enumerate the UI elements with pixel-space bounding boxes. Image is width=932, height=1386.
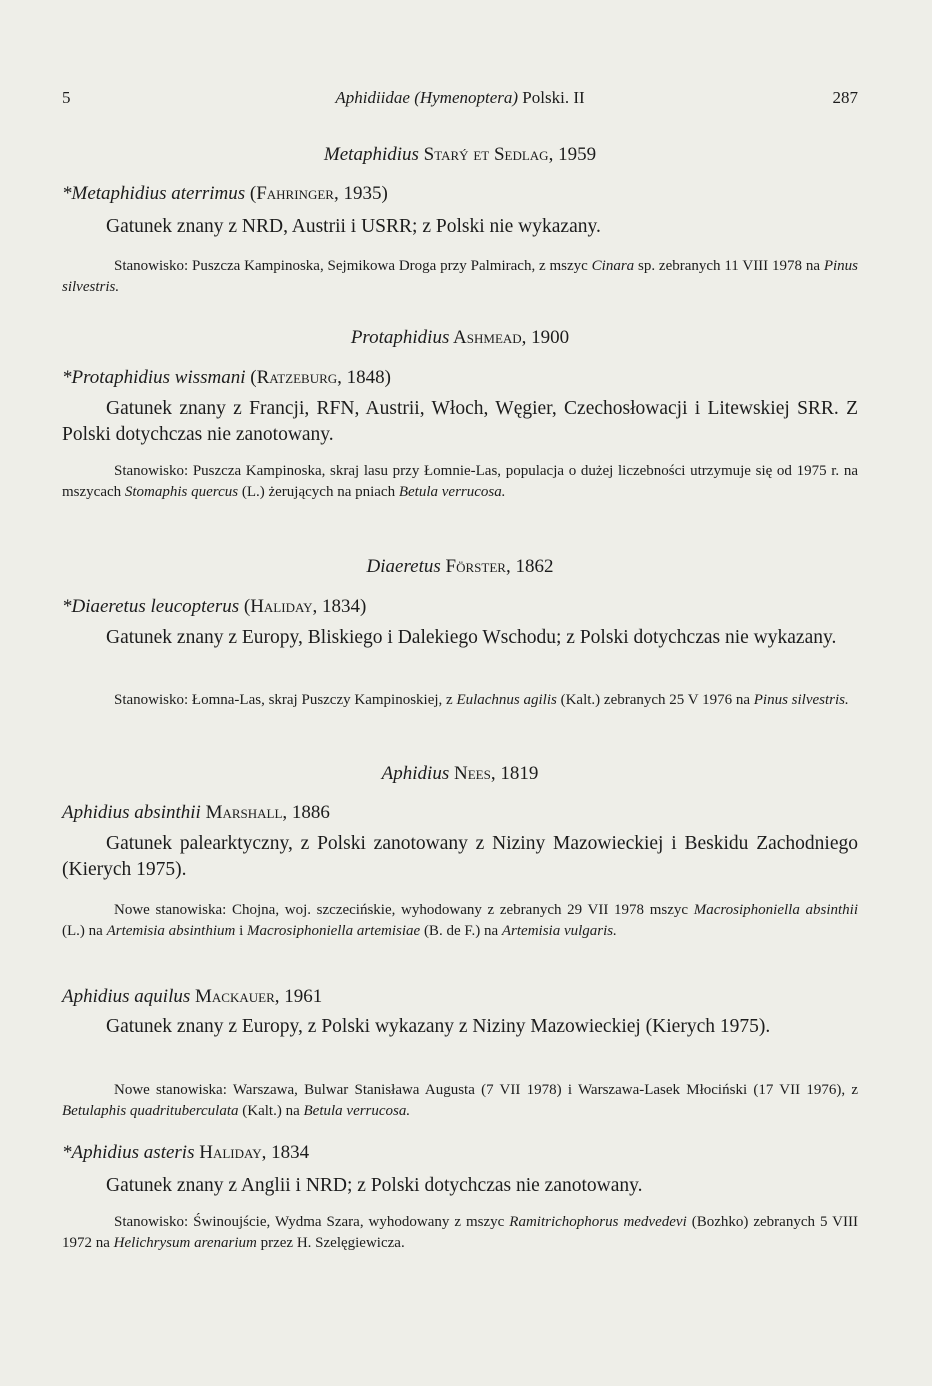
species-heading-asteris — [62, 1142, 858, 1164]
note-italic: Betulaphis quadrituberculata — [62, 1103, 239, 1119]
species-author: (Ratzeburg, 1848) — [245, 367, 391, 388]
note-text — [62, 1080, 858, 1122]
species-name: *Aphidius asteris — [62, 1142, 195, 1163]
species-heading-absinthii — [62, 802, 858, 824]
running-header — [62, 88, 858, 114]
note-text — [62, 900, 858, 942]
note-italic: Macrosiphoniella absinthii — [693, 902, 858, 918]
note-italic: Ramitrichophorus medvedevi — [509, 1214, 687, 1230]
note-part: Stanowisko: Świnoujście, Wydma Szara, wyhodowany z mszyc — [114, 1214, 510, 1230]
genus-name: Protaphidius — [350, 327, 450, 348]
species-description-aquilus — [62, 1014, 858, 1040]
note-text — [62, 1212, 858, 1254]
note-part: (L.) żerujących na pniach — [238, 484, 399, 500]
note-text — [62, 690, 858, 711]
locality-note-aquilus — [62, 1080, 858, 1122]
genus-heading-aphidius — [62, 763, 858, 785]
genus-author: Nees, 1819 — [449, 763, 539, 784]
header-left-number: 5 — [62, 88, 71, 107]
description-text: Gatunek znany z Francji, RFN, Austrii, Włoch, Węgier, Czechosłowacji i Litewskiej SRR. Z Polski dotychczas nie zanotowany. — [62, 398, 858, 445]
locality-note-absinthii — [62, 900, 858, 942]
genus-heading-diaeretus — [62, 556, 858, 578]
genus-name: Metaphidius — [323, 144, 419, 165]
species-description-wissmani — [62, 396, 858, 448]
note-part: Stanowisko: Puszcza Kampinoska, Sejmikowa Droga przy Palmirach, z mszyc — [114, 258, 592, 274]
header-title-italic: Aphidiidae (Hymenoptera) — [335, 88, 519, 107]
genus-author: Starý et Sedlag, 1959 — [418, 144, 597, 165]
species-author: Marshall, 1886 — [200, 802, 330, 823]
note-italic: Artemisia absinthium — [106, 923, 236, 939]
description-text: Gatunek palearktyczny, z Polski zanotowany z Niziny Mazowieckiej i Beskidu Zachodniego (Kierych 1975). — [62, 833, 858, 880]
description-text: Gatunek znany z Europy, Bliskiego i Dalekiego Wschodu; z Polski dotychczas nie wykazany. — [106, 627, 837, 648]
note-part: przez H. Szelęgiewicza. — [256, 1235, 405, 1251]
description-text: Gatunek znany z Anglii i NRD; z Polski dotychczas nie zanotowany. — [106, 1175, 643, 1196]
locality-note-asteris — [62, 1212, 858, 1254]
description-text: Gatunek znany z Europy, z Polski wykazany z Niziny Mazowieckiej (Kierych 1975). — [106, 1016, 771, 1037]
note-italic: Eulachnus agilis — [456, 692, 557, 708]
note-italic: Macrosiphoniella artemisiae — [247, 923, 421, 939]
species-name: Aphidius absinthii — [62, 802, 201, 823]
note-part: Nowe stanowiska: Warszawa, Bulwar Stanisława Augusta (7 VII 1978) i Warszawa-Lasek Młociński (17 VII 1976), z — [114, 1082, 858, 1098]
locality-note-wissmani — [62, 461, 858, 503]
note-part: (B. de F.) na — [420, 923, 502, 939]
note-text — [62, 461, 858, 503]
species-name: *Diaeretus leucopterus — [62, 596, 240, 617]
species-heading-aterrimus — [62, 183, 858, 205]
header-title — [62, 88, 858, 108]
genus-name: Diaeretus — [366, 556, 441, 577]
note-part: (Bozhko) zebranych 5 VIII 1972 na — [62, 1214, 858, 1251]
note-part: Stanowisko: Puszcza Kampinoska, skraj lasu przy Łomnie-Las, populacja o dużej liczebności utrzymuje się od 1975 r. na mszycach — [62, 463, 858, 500]
note-part: sp. zebranych 11 VIII 1978 na — [634, 258, 824, 274]
species-description-aterrimus — [62, 214, 858, 240]
species-heading-wissmani — [62, 367, 858, 389]
note-italic: Helichrysum arenarium — [113, 1235, 257, 1251]
note-italic: Pinus silvestris. — [62, 258, 858, 295]
species-author: Mackauer, 1961 — [190, 986, 323, 1007]
species-name: *Metaphidius aterrimus — [62, 183, 246, 204]
note-italic: Cinara — [591, 258, 635, 274]
note-italic: Betula verrucosa. — [398, 484, 506, 500]
species-heading-leucopterus — [62, 596, 858, 618]
note-part: Stanowisko: Łomna-Las, skraj Puszczy Kampinoskiej, z — [114, 692, 457, 708]
species-description-asteris — [62, 1173, 858, 1199]
note-part: (Kalt.) na — [238, 1103, 304, 1119]
page-number: 287 — [832, 88, 858, 107]
note-italic: Betula verrucosa. — [303, 1103, 411, 1119]
genus-heading-protaphidius — [62, 327, 858, 349]
note-italic: Artemisia vulgaris. — [501, 923, 617, 939]
genus-author: Förster, 1862 — [440, 556, 554, 577]
species-author: (Fahringer, 1935) — [245, 183, 388, 204]
locality-note-aterrimus — [62, 256, 858, 298]
species-author: Haliday, 1834 — [194, 1142, 310, 1163]
note-part: (L.) na — [62, 923, 107, 939]
note-italic: Stomaphis quercus — [124, 484, 239, 500]
note-text — [62, 256, 858, 298]
species-name: Aphidius aquilus — [62, 986, 191, 1007]
note-part: i — [235, 923, 247, 939]
species-description-leucopterus — [62, 625, 858, 651]
note-part: Nowe stanowiska: Chojna, woj. szczecińskie, wyhodowany z zebranych 29 VII 1978 mszyc — [114, 902, 694, 918]
description-text: Gatunek znany z NRD, Austrii i USRR; z Polski nie wykazany. — [106, 216, 601, 237]
genus-name: Aphidius — [381, 763, 450, 784]
species-name: *Protaphidius wissmani — [62, 367, 246, 388]
genus-author: Ashmead, 1900 — [449, 327, 570, 348]
header-title-plain: Polski. II — [518, 88, 585, 107]
species-author: (Haliday, 1834) — [239, 596, 367, 617]
genus-heading-metaphidius — [62, 144, 858, 166]
note-italic: Pinus silvestris. — [753, 692, 849, 708]
note-part: (Kalt.) zebranych 25 V 1976 na — [556, 692, 754, 708]
species-description-absinthii — [62, 831, 858, 883]
locality-note-leucopterus — [62, 690, 858, 711]
species-heading-aquilus — [62, 986, 858, 1008]
